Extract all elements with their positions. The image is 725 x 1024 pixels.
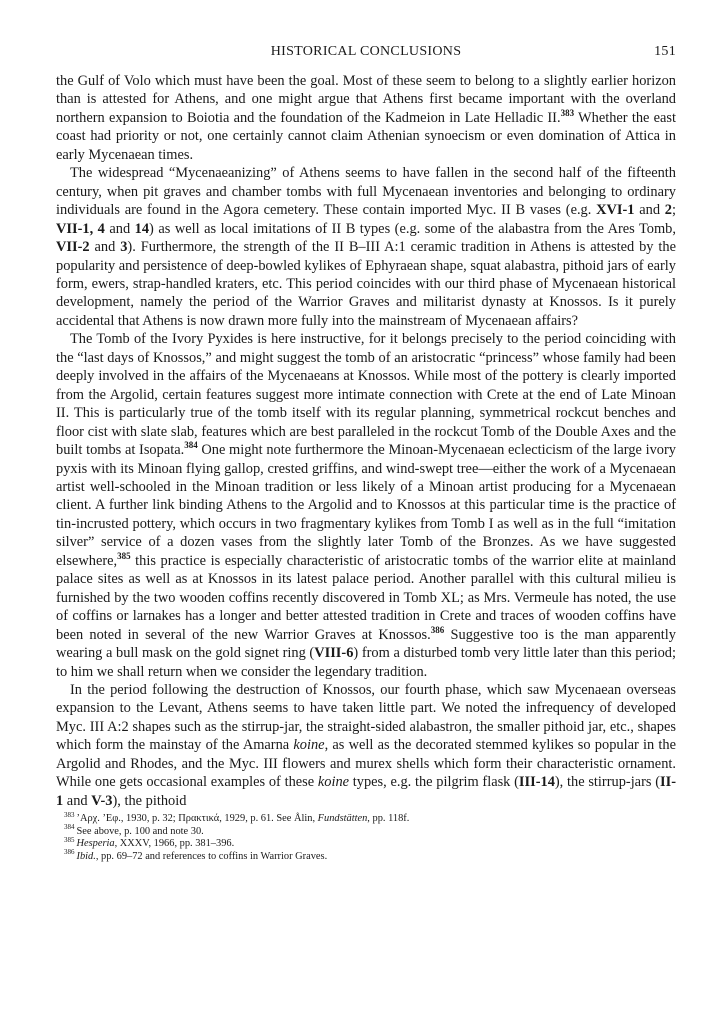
- plate-reference: 2: [664, 202, 672, 219]
- plate-reference: 3: [120, 239, 128, 256]
- italic-term: Ibid.: [76, 850, 96, 862]
- footnote-reference: 383: [560, 108, 575, 119]
- plate-reference: II-1: [56, 774, 676, 809]
- footnote-number: 385: [64, 835, 75, 844]
- italic-term: koine: [293, 737, 325, 754]
- paragraph: The widespread “Mycenaeanizing” of Athens seems to have fallen in the second half of the fifteenth century, when pit graves and chamber tombs with full Mycenaean inventories and belonging to ordinary individuals are found in the Agora cemetery. These contain imported Myc. II B vases (e.g. XVI-1 and 2; VII-1, 4 and 14) as well as local imitations of II B types (e.g. some of the alabastra from the Ares Tomb, VII-2 and 3). Furthermore, the strength of the II B–III A:1 ceramic tradition in Athens is attested by the popularity and persistence of deep-bowled kylikes of Ephyraean shape, squat alabastra, pithoid jars of early form, ewers, strap-handled kraters, etc. This period coincides with our third phase of Mycenaean historical development, namely the period of the Warrior Graves and militarist dynasty at Knossos. Is it purely accidental that Athens is now drawn more fully into the mainstream of Mycenaean affairs?: [56, 165, 676, 329]
- footnote-reference: 385: [117, 550, 131, 561]
- page-header: [56, 44, 676, 66]
- footnote: $^{386}$ Ibid., pp. 69–72 and references to coffins in Warrior Graves.: [64, 848, 328, 862]
- italic-term: koine: [317, 774, 350, 791]
- italic-term: Hesperia: [76, 838, 115, 850]
- plate-reference: VII-1, 4: [56, 220, 105, 237]
- paragraph: The Tomb of the Ivory Pyxides is here instructive, for it belongs precisely to the period coinciding with the “last days of Knossos,” and might suggest the tomb of an aristocratic “princess” whose family had been deeply involved in the affairs of the Mycenaeans at Knossos. While most of the pottery is clearly imported from the Argolid, certain features suggest more intimate connection with Crete at the end of Late Minoan II. This is particularly true of the tomb itself with its regular planning, symmetrical rockcut benches and floor cist with slate slab, features which are best paralleled in the rockcut Tomb of the Double Axes and the built tombs at Isopata.$^{384}$ One might note furthermore the Minoan-Mycenaean eclecticism of the large ivory pyxis with its Minoan flying gallop, crested griffins, and wind-swept tree—either the work of a Mycenaean artist well-schooled in the Minoan tradition or less likely of a Minoan artist producing for a Mycenaean client. A further link binding Athens to the Argolid and to Knossos at this particular time is the practice of tin-incrusted pottery, which occurs in two fragmentary kylikes from Tomb I as well as in the full “imitation silver” service of a dozen vases from the slightly later Tomb of the Bronzes. As we have suggested elsewhere,$^{385}$ this practice is especially characteristic of aristocratic tombs of the warrior elite at mainland palace sites as well as at Knossos in its latest palace period. Another parallel with this cultural milieu is furnished by the two wooden coffins recently discovered in Tomb XL; as Mrs. Vermeule has noted, the use of coffins or larnakes has a longer and better attested tradition in Crete and traces of wooden coffins have been noted in several of the new Warrior Graves at Knossos.$^{386}$ Suggestive too is the man apparently wearing a bull mask on the gold signet ring (VIII-6) from a disturbed tomb very little later than this period; to him we shall return when we consider the legendary tradition.: [56, 331, 676, 680]
- footnote-number: 383: [64, 810, 75, 819]
- plate-reference: VII-2: [56, 239, 90, 256]
- plate-reference: VIII-6: [314, 645, 354, 662]
- body-text: [56, 72, 676, 810]
- paragraph: In the period following the destruction of Knossos, our fourth phase, which saw Mycenaean overseas expansion to the Levant, Athens seems to have taken little part. We noted the infrequency of developed Myc. III A:2 shapes such as the stirrup-jar, the straight-sided alabastron, the smaller pithoid jar, etc., shapes which form the mainstay of the Amarna koine, as well as the decorated stemmed kylikes so popular in the Argolid and Rhodes, and the Myc. III flowers and murex shells which form their characteristic ornament. While one gets occasional examples of these koine types, e.g. the pilgrim flask (III-14), the stirrup-jars (II-1 and V-3), the pithoid: [56, 681, 677, 809]
- running-head: HISTORICAL CONCLUSIONS: [270, 44, 462, 59]
- footnote: $^{385}$ Hesperia, XXXV, 1966, pp. 381–396.: [64, 835, 235, 850]
- footnotes: [56, 810, 676, 863]
- plate-reference: V-3: [91, 792, 113, 809]
- plate-reference: XVI-1: [596, 202, 635, 219]
- plate-reference: 14: [134, 220, 150, 237]
- footnote-reference: 386: [430, 624, 445, 635]
- footnote-number: 384: [64, 823, 75, 832]
- footnote-reference: 384: [184, 440, 198, 451]
- italic-term: Fundstätten: [317, 813, 368, 825]
- footnote: $^{383}$ ’Αρχ. ’Εφ., 1930, p. 32; Πρακτικά, 1929, p. 61. See Ålin, Fundstätten, pp. 118f.: [64, 810, 410, 825]
- page: [56, 44, 676, 864]
- footnote: $^{384}$ See above, p. 100 and note 30.: [64, 823, 204, 837]
- footnote-number: 386: [64, 848, 75, 857]
- plate-reference: III-14: [518, 774, 555, 791]
- paragraph: the Gulf of Volo which must have been the goal. Most of these seem to belong to a slightly earlier horizon than is attested for Athens, and one might argue that Athens first became important with the overland northern expansion to Boiotia and the foundation of the Kadmeion in Late Helladic II.$^{383}$ Whether the east coast had priority or not, one certainly cannot claim Athenian synoecism or even domination of Attica in early Mycenaean times.: [56, 73, 677, 163]
- page-number: 151: [654, 44, 676, 59]
